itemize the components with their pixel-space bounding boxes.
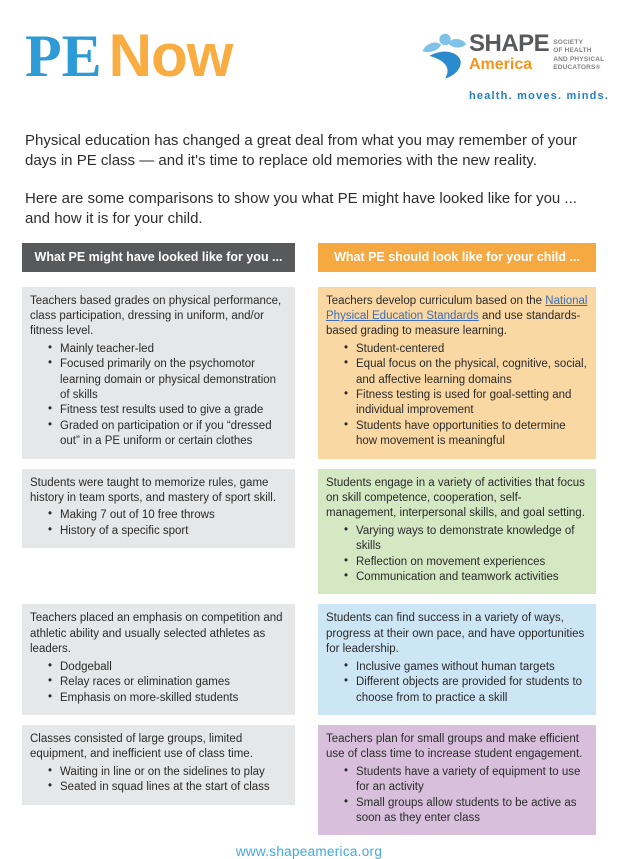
comparison-box-now-variety bbox=[318, 469, 596, 595]
header bbox=[0, 0, 618, 102]
intro-paragraph-2: Here are some comparisons to show you what PE might have looked like for you ... and how it is for your child. bbox=[25, 189, 577, 228]
box-lead: Teachers placed an emphasis on competition and athletic ability and usually selected athletes as leaders. bbox=[30, 612, 283, 656]
logo-america-text: America bbox=[469, 56, 533, 73]
list-item: • Emphasis on more-skilled students bbox=[48, 691, 287, 706]
box-bullet-list bbox=[326, 765, 588, 827]
lead-text-after: and use standards-based grading to measure learning. bbox=[326, 309, 581, 338]
lead-text-before: Teachers develop curriculum based on the bbox=[326, 294, 546, 307]
logo-top bbox=[420, 30, 605, 86]
list-item: • Fitness testing is used for goal-setting and individual improvement bbox=[344, 388, 588, 419]
logo-society-text bbox=[553, 32, 604, 73]
box-bullet-list bbox=[30, 508, 287, 539]
list-item: • Equal focus on the physical, cognitive, social, and affective learning domains bbox=[344, 357, 588, 388]
intro-paragraph-1: Physical education has changed a great deal from what you may remember of your days in PE class — and it's time to replace old memories with the new reality. bbox=[25, 132, 577, 170]
comparison-box-now-curriculum bbox=[318, 287, 596, 459]
box-bullet-list bbox=[326, 524, 588, 586]
list-item: • Communication and teamwork activities bbox=[344, 570, 588, 585]
list-item: • Relay races or elimination games bbox=[48, 675, 287, 690]
list-item: • Dodgeball bbox=[48, 660, 287, 675]
box-bullet-list bbox=[30, 765, 287, 796]
list-item: • Waiting in line or on the sidelines to play bbox=[48, 765, 287, 780]
logo-shape-text: SHAPE bbox=[469, 30, 550, 57]
list-item: • Small groups allow students to be active as soon as they enter class bbox=[344, 796, 588, 827]
box-bullet-list bbox=[30, 342, 287, 450]
list-item: • Varying ways to demonstrate knowledge of skills bbox=[344, 524, 588, 555]
title-pe: PE bbox=[25, 23, 102, 89]
box-bullet-list bbox=[326, 660, 588, 706]
comparison-box-past-memorization bbox=[22, 469, 295, 549]
page-title bbox=[25, 22, 233, 89]
comparison-grid bbox=[22, 243, 596, 836]
box-lead: Students can find success in a variety of ways, progress at their own pace, and have opportunities for leadership. bbox=[326, 612, 585, 656]
logo-society-line: AND PHYSICAL bbox=[553, 55, 605, 63]
column-header-past: What PE might have looked like for you ... bbox=[22, 243, 295, 272]
box-lead: Students engage in a variety of activities that focus on skill competence, cooperation, self-management, interpersonal skills, and goal setting. bbox=[326, 476, 585, 520]
logo-society-line: EDUCATORS® bbox=[553, 64, 601, 72]
list-item: • Students have a variety of equipment to use for an activity bbox=[344, 765, 588, 796]
logo-society-line: SOCIETY bbox=[553, 39, 584, 46]
comparison-box-now-small-groups bbox=[318, 725, 596, 835]
list-item: • Making 7 out of 10 free throws bbox=[48, 508, 287, 523]
shape-america-logo bbox=[420, 30, 610, 102]
shape-america-figure-icon bbox=[420, 32, 467, 86]
intro-section bbox=[0, 131, 618, 230]
list-item: • Inclusive games without human targets bbox=[344, 660, 588, 675]
comparison-box-past-large-groups bbox=[22, 725, 295, 805]
list-item: • Reflection on movement experiences bbox=[344, 555, 588, 570]
title-now: Now bbox=[108, 22, 233, 89]
list-item: • Students have opportunities to determine how movement is meaningful bbox=[344, 419, 588, 450]
list-item: • History of a specific sport bbox=[48, 524, 287, 539]
comparison-box-past-competition bbox=[22, 604, 295, 714]
box-lead: Teachers plan for small groups and make efficient use of class time to increase student engagement. bbox=[326, 732, 583, 761]
box-lead: Classes consisted of large groups, limited equipment, and inefficient use of class time. bbox=[30, 732, 253, 761]
list-item: • Focused primarily on the psychomotor learning domain or physical demonstration of skills bbox=[48, 357, 287, 403]
comparison-box-past-grading bbox=[22, 287, 295, 459]
list-item: • Different objects are provided for students to choose from to practice a skill bbox=[344, 675, 588, 706]
comparison-box-now-success bbox=[318, 604, 596, 714]
column-header-now: What PE should look like for your child ... bbox=[318, 243, 596, 272]
national-pe-standards-link[interactable]: National Physical Education Standards bbox=[326, 294, 588, 322]
logo-wordmark bbox=[469, 32, 549, 73]
box-bullet-list bbox=[326, 342, 588, 450]
list-item: • Graded on participation or if you “dressed out” in a PE uniform or certain clothes bbox=[48, 419, 287, 450]
logo-society-line: OF HEALTH bbox=[553, 47, 592, 55]
box-bullet-list bbox=[30, 660, 287, 706]
box-lead: Students were taught to memorize rules, game history in team sports, and mastery of sport skill. bbox=[30, 476, 277, 505]
logo-tagline: health. moves. minds. bbox=[469, 90, 610, 102]
footer bbox=[0, 844, 618, 859]
shapeamerica-url-link[interactable]: www.shapeamerica.org bbox=[235, 844, 383, 859]
box-lead bbox=[326, 294, 588, 340]
box-lead: Teachers based grades on physical performance, class participation, dressing in uniform, and/or fitness level. bbox=[30, 294, 282, 338]
list-item: • Student-centered bbox=[344, 342, 588, 357]
list-item: • Mainly teacher-led bbox=[48, 342, 287, 357]
list-item: • Seated in squad lines at the start of class bbox=[48, 780, 287, 795]
list-item: • Fitness test results used to give a grade bbox=[48, 403, 287, 418]
